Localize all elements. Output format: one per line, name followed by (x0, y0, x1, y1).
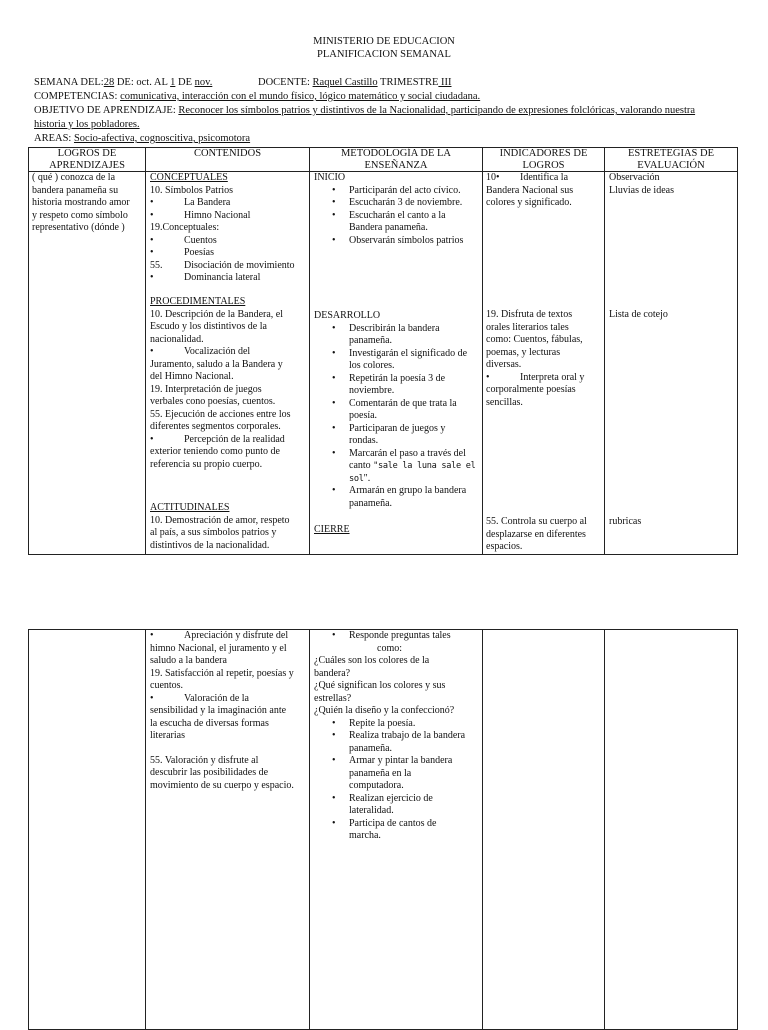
indicator-line: corporalmente poesías (486, 384, 576, 395)
question-line: estrellas? (314, 692, 352, 704)
ministry-title: MINISTERIO DE EDUCACION (313, 36, 455, 47)
method-item: • Observarán símbolos patrios (332, 234, 464, 246)
indicadores-cell (483, 172, 605, 555)
docente-value: Raquel Castillo (312, 77, 378, 88)
content-bullet: • Cuentos (150, 234, 217, 246)
content-bullet: • Percepción de la realidad (150, 433, 285, 445)
content-line: Juramento, saludo a la Bandera y (150, 358, 283, 370)
contenidos-cell (146, 172, 310, 555)
header-estrategias: ESTRETEGIAS DE EVALUACIÓN (605, 148, 738, 172)
logros-line: representativo (dónde ) (32, 222, 125, 233)
method-item: • Participa de cantos de marcha. (332, 817, 437, 841)
content-line: nacionalidad. (150, 333, 204, 345)
semana-from-day: 28 (103, 77, 115, 88)
question-line: ¿Quién la diseño y la confeccionó? (314, 705, 455, 716)
content-line: 10. Descripción de la Bandera, el (150, 308, 284, 320)
indicator-line: sencillas. (486, 396, 523, 408)
question-line: ¿Cuáles son los colores de la (314, 655, 430, 666)
content-line: 10. Demostración de amor, respeto (150, 514, 290, 526)
estrategias-cell (605, 172, 738, 555)
content-numbered: 55. Disociación de movimiento (150, 259, 295, 271)
content-line: del Himno Nacional. (150, 371, 234, 382)
method-item: • Investigarán el significado de los colores. (332, 347, 468, 371)
method-item: • Repetirán la poesía 3 de noviembre. (332, 372, 446, 396)
method-item: • Participaran de juegos y rondas. (332, 422, 446, 446)
question-line: ¿Qué significan los colores y sus (314, 680, 446, 691)
header-contenidos: CONTENIDOS (146, 148, 310, 172)
content-line: 55. Ejecución de acciones entre los (150, 408, 291, 420)
logros-line: historia mostrando amor (32, 197, 130, 208)
competencias-line (34, 91, 724, 104)
indicator-line: desplazarse en diferentes (486, 528, 586, 540)
content-bullet: • Apreciación y disfrute del (150, 630, 289, 641)
table-body-row (29, 172, 738, 555)
indicator-line: colores y significado. (486, 197, 572, 208)
planning-table (28, 147, 738, 555)
content-line: referencia su propio cuerpo. (150, 458, 263, 470)
objetivo-label: OBJETIVO DE APRENDIZAJE: (34, 105, 176, 116)
content-line: 10. Símbolos Patrios (150, 184, 234, 196)
competencias-value: comunicativa, interacción con el mundo físico, lógico matemático y social ciudadana. (120, 91, 481, 102)
logros-line: bandera panameña su (32, 184, 119, 196)
content-line: sensibilidad y la imaginación ante (150, 705, 287, 716)
content-bullet: • Himno Nacional (150, 209, 251, 221)
method-item: • Armarán en grupo la bandera panameña. (332, 485, 467, 509)
areas-label: AREAS: (34, 133, 72, 144)
conceptuales-title: CONCEPTUALES (150, 172, 228, 183)
semana-de: DE: oct. AL (114, 77, 171, 88)
strategy-item: rubricas (609, 516, 642, 527)
logros-cell (29, 172, 146, 555)
contenidos-cell-2 (146, 630, 310, 1030)
table2-body-row (29, 630, 738, 1030)
content-line: 19. Satisfacción al repetir, poesías y (150, 667, 294, 679)
content-line: himno Nacional, el juramento y el (150, 642, 287, 654)
strategy-item: Lluvias de ideas (609, 184, 674, 196)
method-item: • Comentarán de que trata la poesía. (332, 397, 457, 421)
indicator-line: 19. Disfruta de textos (486, 309, 573, 320)
strategy-item: Lista de cotejo (609, 309, 668, 320)
method-item: • Responde preguntas tales como: (332, 630, 451, 654)
content-line: 19. Interpretación de juegos (150, 383, 262, 395)
competencias-label: COMPETENCIAS: (34, 91, 118, 102)
content-line: cuentos. (150, 680, 184, 691)
method-item: • Armar y pintar la bandera panameña en la computadora. (332, 755, 453, 791)
cierre-title: CIERRE (314, 524, 350, 535)
actitudinales-title: ACTITUDINALES (150, 502, 230, 513)
estrategias-cell-2 (605, 630, 738, 1030)
metodologia-cell (310, 172, 483, 555)
content-bullet: • Poesías (150, 247, 214, 258)
indicator-line: como: Cuentos, fábulas, (486, 334, 583, 345)
logros-cell-2 (29, 630, 146, 1030)
indicadores-cell-2 (483, 630, 605, 1030)
objetivo-value-2: historia y los pobladores. (34, 119, 140, 130)
trimestre-value: III (438, 77, 452, 88)
docente-line (258, 77, 658, 90)
desarrollo-title: DESARROLLO (314, 310, 381, 321)
content-line: verbales cono poesías, cuentos. (150, 396, 276, 407)
indicator-line: diversas. (486, 359, 522, 370)
content-line: exterior teniendo como punto de (150, 446, 280, 457)
indicator-line: orales literarios tales (486, 321, 569, 333)
method-item: • Participarán del acto cívico. (332, 184, 461, 196)
content-line: Escudo y los distintivos de la (150, 321, 267, 332)
table-header-row (29, 148, 738, 172)
trimestre-label: TRIMESTRE (380, 77, 439, 88)
content-line: saludo a la bandera (150, 655, 227, 666)
logros-line: y respeto como símbolo (32, 209, 128, 221)
content-bullet: • La Bandera (150, 197, 231, 208)
procedimentales-title: PROCEDIMENTALES (150, 296, 246, 307)
header-logros: LOGROS DE APRENDIZAJES (29, 148, 146, 172)
objetivo-line (34, 105, 734, 118)
method-item: • Escucharán 3 de noviembre. (332, 197, 463, 208)
content-line: diferentes segmentos corporales. (150, 421, 281, 432)
content-bullet: • Dominancia lateral (150, 272, 261, 283)
semana-to-month: nov. (194, 77, 213, 88)
header-indicadores: INDICADORES DE LOGROS (483, 148, 605, 172)
content-line: literarias (150, 730, 185, 741)
docente-label: DOCENTE: (258, 77, 310, 88)
content-bullet: • Valoración de la (150, 692, 249, 704)
content-line: 19.Conceptuales: (150, 222, 220, 233)
metodologia-cell-2 (310, 630, 483, 1030)
method-item: • Realizan ejercicio de lateralidad. (332, 792, 433, 816)
question-line: bandera? (314, 667, 351, 679)
content-line: movimiento de su cuerpo y espacio. (150, 779, 294, 791)
content-bullet: • Vocalización del (150, 346, 251, 357)
indicator-line: 55. Controla su cuerpo al (486, 516, 587, 527)
areas-value: Socio-afectiva, cognoscitiva, psicomotora (73, 133, 251, 144)
document-title: PLANIFICACION SEMANAL (317, 49, 451, 60)
content-line: distintivos de la nacionalidad. (150, 539, 270, 551)
semana-to-day: 1 (170, 77, 176, 88)
method-item: • Repite la poesía. (332, 717, 416, 729)
indicator-item: • Interpreta oral y (486, 371, 585, 383)
method-item: • Realiza trabajo de la bandera panameña. (332, 730, 466, 754)
inicio-title: INICIO (314, 172, 346, 183)
areas-line (34, 133, 724, 146)
indicator-line: poemas, y lecturas (486, 346, 561, 358)
indicator-line: Bandera Nacional sus (486, 184, 574, 196)
content-line: la escucha de diversas formas (150, 717, 269, 729)
indicator-item: 10• Identifica la (486, 172, 569, 183)
content-line: descubrir las posibilidades de (150, 767, 269, 778)
semana-label: SEMANA DEL: (34, 77, 104, 88)
strategy-item: Observación (609, 172, 660, 183)
method-item: • Marcarán el paso a través del canto "sale la luna sale el sol". (332, 447, 476, 484)
method-item: • Describirán la bandera panameña. (332, 322, 440, 346)
objetivo-line-2 (34, 119, 724, 132)
content-line: al país, a sus símbolos patrios y (150, 527, 277, 538)
indicator-line: espacios. (486, 541, 523, 552)
logros-line: ( qué ) conozca de la (32, 172, 116, 183)
objetivo-value-1: Reconocer los símbolos patrios y distintivos de la Nacionalidad, participando de expresiones folclóricas, valorando nuestra (178, 105, 696, 116)
header-metodologia: METODOLOGÍA DE LA ENSEÑANZA (310, 148, 483, 172)
content-line: 55. Valoración y disfrute al (150, 754, 259, 766)
planning-table-continued (28, 629, 738, 1030)
method-item: • Escucharán el canto a la Bandera panameña. (332, 209, 446, 233)
semana-to-month-pre: DE (175, 77, 195, 88)
